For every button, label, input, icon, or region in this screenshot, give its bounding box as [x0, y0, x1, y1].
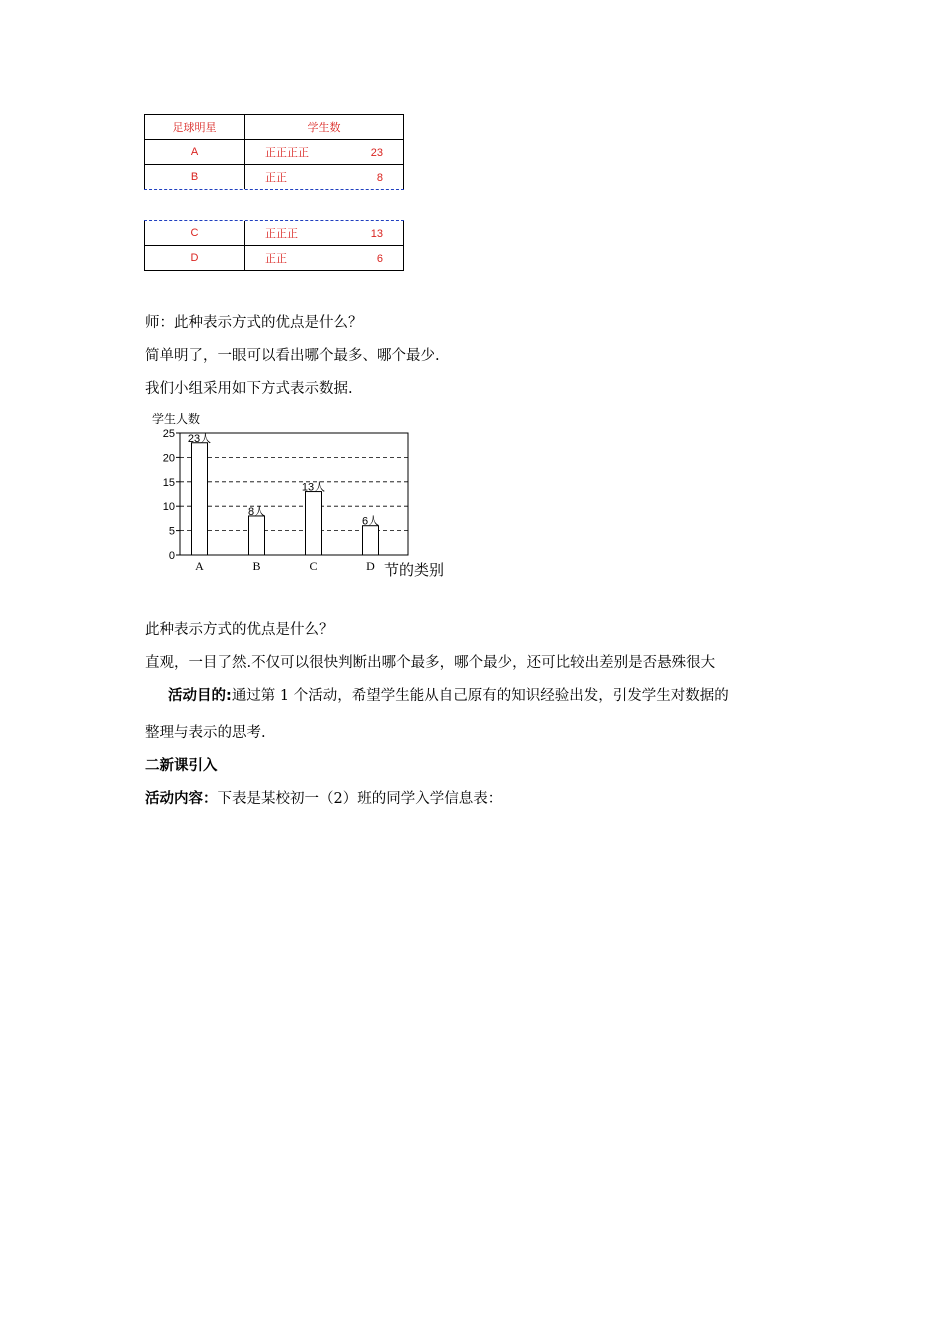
chart-bars	[188, 432, 379, 555]
table-break-line	[144, 189, 404, 190]
paragraph-intro-chart: 我们小组采用如下方式表示数据.	[145, 381, 353, 397]
header-count: 学生数	[245, 115, 404, 140]
bar-A	[192, 443, 208, 555]
purpose-label: 活动目的:	[168, 688, 232, 704]
table-row	[145, 246, 404, 271]
row-name: D	[145, 246, 245, 271]
x-tick-label-D: D	[366, 559, 375, 573]
row-tally	[245, 221, 404, 246]
data-label-C: 13人	[301, 481, 326, 494]
tally-marks: 正正正	[265, 228, 298, 240]
paragraph-purpose-cont: 整理与表示的思考.	[145, 725, 266, 741]
bar-B	[249, 516, 265, 555]
tally-count: 13	[370, 228, 383, 240]
x-tick-label-C: C	[309, 559, 318, 573]
content-text: 下表是某校初一（2）班的同学入学信息表：	[217, 791, 503, 807]
paragraph-content	[145, 787, 502, 808]
paragraph-question-2: 此种表示方式的优点是什么？	[145, 622, 334, 638]
tally-marks: 正正正正	[265, 147, 309, 159]
y-tick-label: 25	[162, 428, 175, 440]
header-star: 足球明星	[145, 115, 245, 140]
content-label: 活动内容：	[145, 791, 218, 807]
paragraph-question: 师：此种表示方式的优点是什么？	[145, 315, 363, 331]
data-label-B: 8人	[247, 505, 266, 518]
table-row	[145, 140, 404, 165]
table-row	[145, 165, 404, 190]
tally-table-top	[144, 114, 404, 189]
row-name: B	[145, 165, 245, 190]
x-tick-label-A: A	[195, 559, 204, 573]
y-tick-label: 20	[162, 452, 175, 465]
x-axis-label: 节的类别	[384, 562, 445, 579]
row-tally	[245, 140, 404, 165]
data-label-D: 6人	[361, 515, 380, 528]
paragraph-answer: 简单明了，一眼可以看出哪个最多、哪个最少.	[145, 348, 440, 364]
row-name: C	[145, 221, 245, 246]
x-tick-label-B: B	[252, 559, 261, 573]
y-tick-label: 10	[162, 501, 175, 514]
tally-marks: 正正	[265, 253, 287, 265]
tally-count: 23	[370, 147, 383, 159]
y-tick-label: 5	[168, 525, 175, 538]
table-header-row	[145, 115, 404, 140]
bar-chart	[140, 405, 480, 585]
bar-D	[363, 526, 379, 555]
section-title: 二新课引入	[145, 758, 218, 774]
paragraph-answer-2: 直观，一目了然.不仅可以很快判断出哪个最多，哪个最少，还可比较出差别是否悬殊很大	[145, 655, 716, 671]
tally-count: 8	[376, 172, 383, 184]
table-row	[145, 221, 404, 246]
y-tick-label: 0	[168, 550, 175, 562]
bar-C	[306, 492, 322, 555]
row-tally	[245, 165, 404, 190]
y-axis-label: 学生人数	[152, 412, 201, 426]
paragraph-purpose	[168, 684, 729, 705]
tally-table-bottom	[144, 221, 404, 271]
purpose-text: 通过第 1 个活动，希望学生能从自己原有的知识经验出发，引发学生对数据的	[231, 688, 729, 704]
row-tally	[245, 246, 404, 271]
y-tick-label: 15	[162, 476, 175, 489]
row-name: A	[145, 140, 245, 165]
tally-count: 6	[376, 253, 383, 265]
tally-marks: 正正	[265, 172, 287, 184]
data-label-A: 23人	[187, 432, 212, 445]
